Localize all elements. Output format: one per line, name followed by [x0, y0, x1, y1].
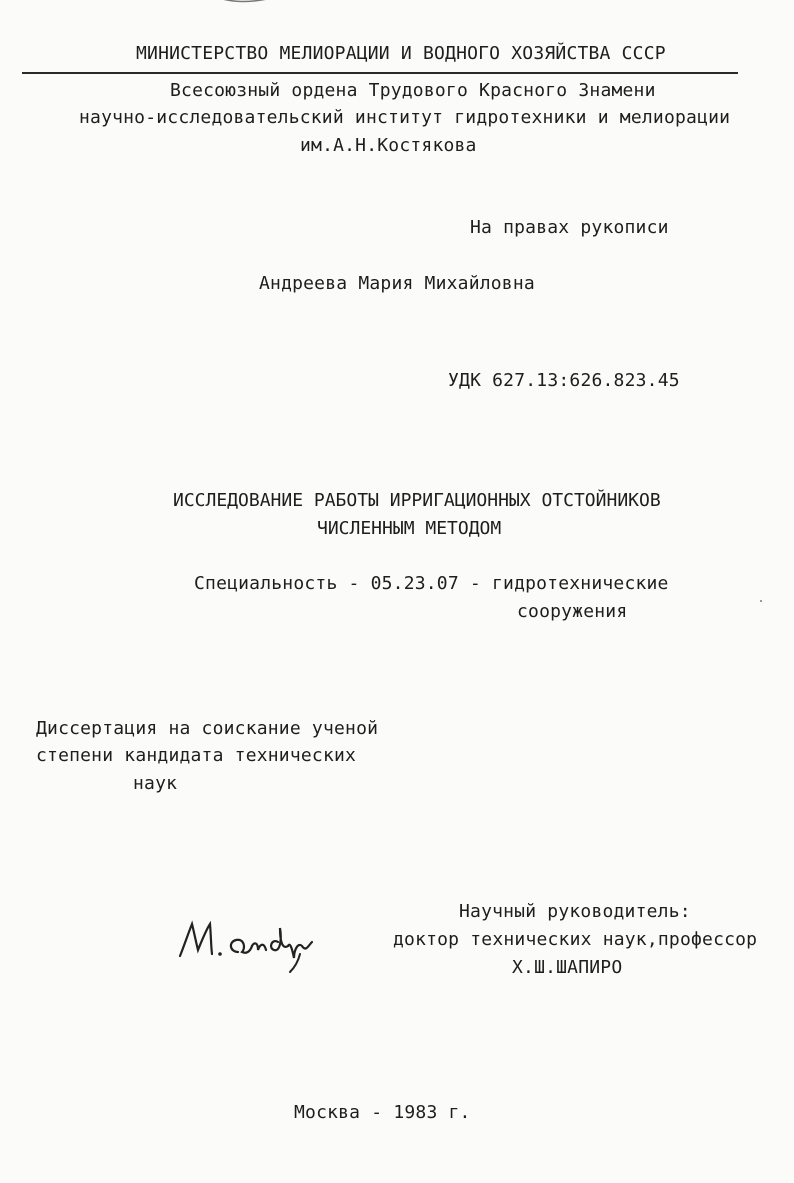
degree-line-1: Диссертация на соискание ученой — [36, 718, 379, 739]
handwritten-signature — [168, 912, 318, 978]
supervisor-credentials: доктор технических наук,профессор — [393, 929, 758, 950]
institute-line-1: Всесоюзный ордена Трудового Красного Знамени — [170, 80, 656, 101]
udc-code: УДК 627.13:626.823.45 — [448, 370, 680, 391]
institute-line-2: научно-исследовательский институт гидротехники и мелиорации — [79, 107, 731, 128]
dissertation-title-line-1: ИССЛЕДОВАНИЕ РАБОТЫ ИРРИГАЦИОННЫХ ОТСТОЙНИКОВ — [173, 490, 661, 511]
supervisor-label: Научный руководитель: — [459, 901, 691, 922]
ministry-header: МИНИСТЕРСТВО МЕЛИОРАЦИИ И ВОДНОГО ХОЗЯЙСТВА СССР — [136, 43, 666, 64]
header-rule — [22, 72, 738, 74]
specialty-line-1: Специальность - 05.23.07 - гидротехнические — [194, 573, 669, 594]
place-and-year: Москва - 1983 г. — [294, 1102, 471, 1123]
author-name: Андреева Мария Михайловна — [259, 273, 535, 294]
degree-line-2: степени кандидата технических — [36, 745, 357, 766]
top-scratch-mark — [60, 0, 310, 12]
specialty-line-2: сооружения — [517, 601, 628, 622]
institute-line-3: им.А.Н.Костякова — [300, 135, 477, 156]
dissertation-title-line-2: ЧИСЛЕННЫМ МЕТОДОМ — [317, 518, 502, 539]
paper-speck — [760, 600, 762, 602]
degree-line-3: наук — [133, 773, 178, 794]
supervisor-name: Х.Ш.ШАПИРО — [512, 957, 623, 978]
manuscript-status: На правах рукописи — [470, 217, 669, 238]
